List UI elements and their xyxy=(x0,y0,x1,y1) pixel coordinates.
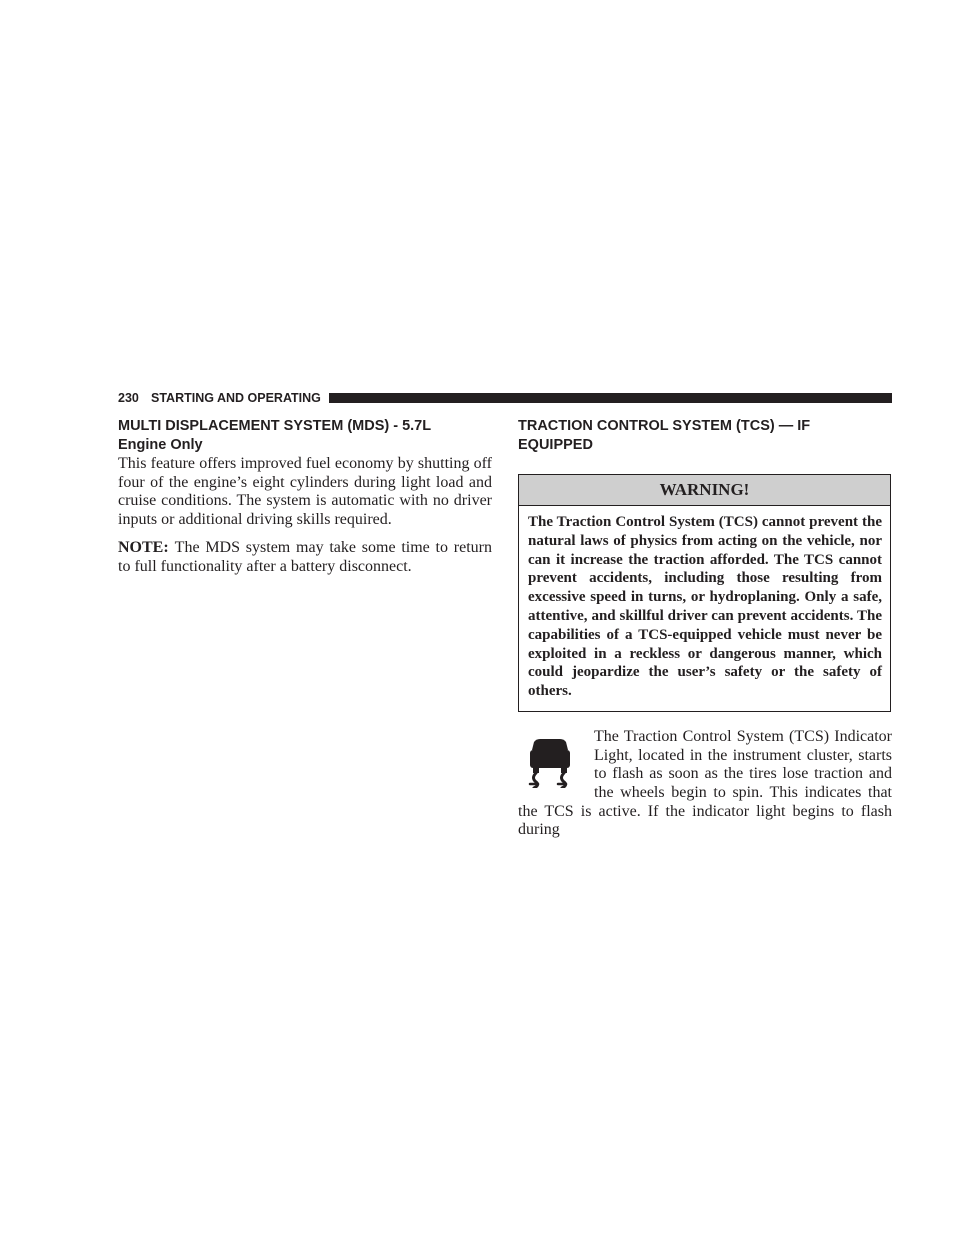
note-label: NOTE: xyxy=(118,538,169,556)
note-text: The MDS system may take some time to return to full functionality after a battery disconnect. xyxy=(118,538,492,575)
mds-heading-line2: Engine Only xyxy=(118,437,203,453)
mds-paragraph: This feature offers improved fuel economy by shutting off four of the engine’s eight cylinders during light load and cruise conditions. The system is automatic with no driver inputs or additional driving skills required. xyxy=(118,455,492,529)
tcs-heading-line2: EQUIPPED xyxy=(518,437,593,453)
right-column xyxy=(518,417,892,840)
tcs-indicator-paragraph xyxy=(518,728,892,840)
tcs-skidding-car-icon xyxy=(528,738,572,788)
warning-box xyxy=(518,474,891,712)
tcs-heading-line1: TRACTION CONTROL SYSTEM (TCS) — IF xyxy=(518,418,811,434)
tcs-heading xyxy=(518,417,892,455)
mds-heading-line1: MULTI DISPLACEMENT SYSTEM (MDS) - 5.7L xyxy=(118,418,432,434)
mds-heading xyxy=(118,417,492,455)
header-rule xyxy=(329,393,892,403)
warning-text: The Traction Control System (TCS) cannot prevent the natural laws of physics from acting on the vehicle, nor can it increase the traction afforded. The TCS cannot prevent accidents, including those resulting from excessive speed in turns, or hydroplaning. Only a safe, attentive, and skillful driver can prevent accidents. The capabilities of a TCS-equipped vehicle must never be exploited in a reckless or dangerous manner, which could jeopardize the user’s safety or the safety of others. xyxy=(528,514,882,700)
left-column xyxy=(118,417,492,576)
section-title: STARTING AND OPERATING xyxy=(151,391,321,405)
tcs-indicator-text: The Traction Control System (TCS) Indicator Light, located in the instrument cluster, starts to flash as soon as the tires lose traction and the wheels begin to spin. This indicates that the TCS is active. If the indicator light begins to flash during xyxy=(518,727,892,839)
page-number: 230 xyxy=(118,391,139,405)
warning-title: WARNING! xyxy=(519,475,890,506)
mds-note xyxy=(118,539,492,576)
page-header xyxy=(118,390,892,406)
